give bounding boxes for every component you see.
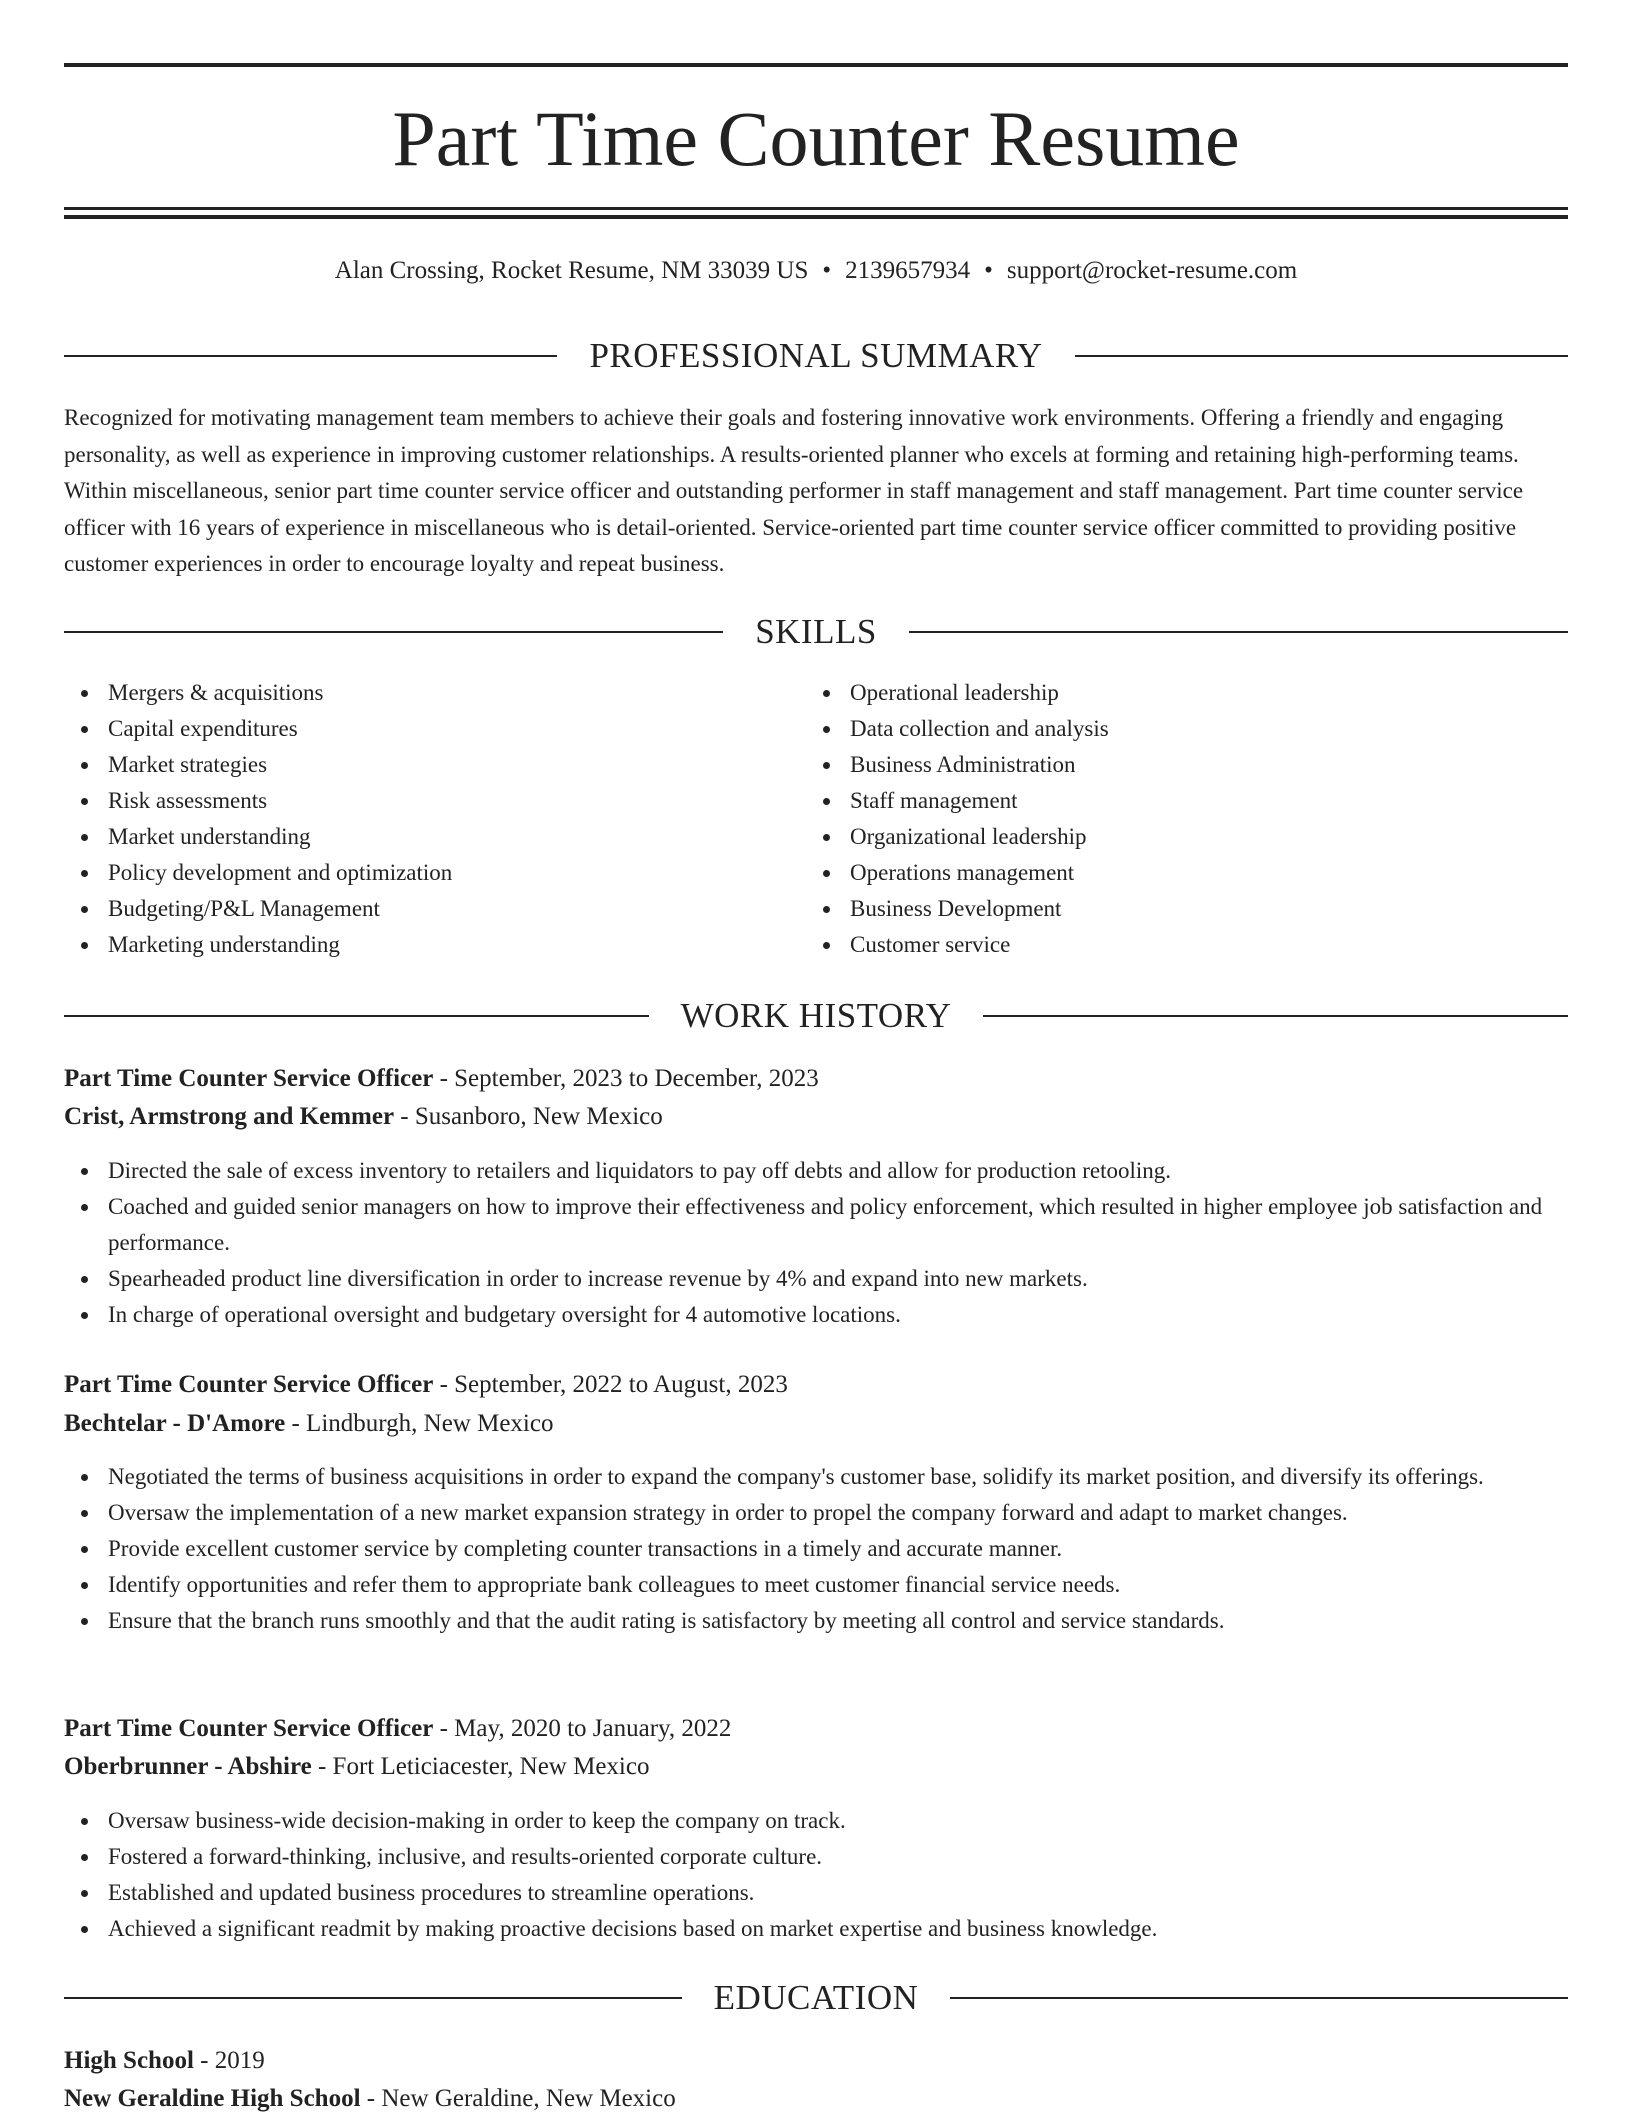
- skill-item: Budgeting/P&L Management: [64, 891, 452, 927]
- job-bullet: Ensure that the branch runs smoothly and that the audit rating is satisfactory by meeting all control and service standards.: [64, 1603, 1568, 1639]
- job-company-line: [64, 1098, 1568, 1136]
- job-company: Oberbrunner - Abshire: [64, 1753, 312, 1780]
- skill-item: Operations management: [806, 855, 1109, 891]
- skill-item: Operational leadership: [806, 675, 1109, 711]
- title-rule-upper: [64, 207, 1568, 210]
- skill-item: Business Administration: [806, 747, 1109, 783]
- education-degree: High School: [64, 2047, 194, 2074]
- job-company-line: [64, 1748, 1568, 1786]
- job-bullet: Oversaw business-wide decision-making in order to keep the company on track.: [64, 1803, 1568, 1839]
- section-heading-education: [64, 1976, 1568, 2020]
- skill-item: Risk assessments: [64, 783, 452, 819]
- job-dates: - September, 2023 to December, 2023: [433, 1065, 819, 1092]
- job-bullets: [64, 1459, 1568, 1639]
- heading-rule-right: [983, 1015, 1568, 1017]
- heading-rule-left: [64, 355, 557, 357]
- skill-item: Market strategies: [64, 747, 452, 783]
- contact-separator: •: [984, 257, 993, 284]
- section-heading-summary: [64, 334, 1568, 378]
- contact-phone: 2139657934: [845, 257, 971, 284]
- job-bullet: Oversaw the implementation of a new market expansion strategy in order to propel the company forward and adapt to market changes.: [64, 1495, 1568, 1531]
- skill-item: Capital expenditures: [64, 711, 452, 747]
- skill-item: Customer service: [806, 927, 1109, 963]
- skill-item: Policy development and optimization: [64, 855, 452, 891]
- job-dates: - September, 2022 to August, 2023: [433, 1371, 788, 1398]
- skill-item: Mergers & acquisitions: [64, 675, 452, 711]
- education-degree-line: [64, 2042, 1568, 2080]
- job-bullet: Fostered a forward-thinking, inclusive, and results-oriented corporate culture.: [64, 1839, 1568, 1875]
- job-bullets: [64, 1803, 1568, 1947]
- contact-line: [64, 254, 1568, 288]
- job-title-line: [64, 1060, 1568, 1098]
- job-dates: - May, 2020 to January, 2022: [433, 1715, 732, 1742]
- skills-list-right: [806, 675, 1109, 963]
- job-company: Crist, Armstrong and Kemmer: [64, 1103, 395, 1130]
- top-rule: [64, 63, 1568, 67]
- title-rule-lower: [64, 215, 1568, 219]
- job-bullet: Coached and guided senior managers on how to improve their effectiveness and policy enforcement, which resulted in higher employee job satisfaction and performance.: [64, 1189, 1568, 1261]
- job-location: - Susanboro, New Mexico: [394, 1103, 663, 1130]
- contact-separator: •: [822, 257, 832, 284]
- education-school-line: [64, 2080, 1568, 2118]
- heading-rule-right: [1075, 355, 1568, 357]
- job-bullet: Established and updated business procedures to streamline operations.: [64, 1875, 1568, 1911]
- section-title-skills: SKILLS: [755, 612, 877, 651]
- job-company: Bechtelar - D'Amore: [64, 1410, 286, 1437]
- job-bullet: Achieved a significant readmit by making proactive decisions based on market expertise and business knowledge.: [64, 1911, 1568, 1947]
- job-title: Part Time Counter Service Officer: [64, 1065, 434, 1092]
- job-title: Part Time Counter Service Officer: [64, 1371, 434, 1398]
- section-title-work: WORK HISTORY: [680, 996, 952, 1035]
- heading-rule-left: [64, 631, 723, 633]
- skill-item: Organizational leadership: [806, 819, 1109, 855]
- job-bullet: Identify opportunities and refer them to appropriate bank colleagues to meet customer financial service needs.: [64, 1567, 1568, 1603]
- skill-item: Market understanding: [64, 819, 452, 855]
- education-location: - New Geraldine, New Mexico: [360, 2085, 676, 2112]
- job-bullet: In charge of operational oversight and budgetary oversight for 4 automotive locations.: [64, 1297, 1568, 1333]
- job-company-line: [64, 1405, 1568, 1443]
- skill-item: Data collection and analysis: [806, 711, 1109, 747]
- section-heading-skills: [64, 610, 1568, 654]
- skills-list-left: [64, 675, 452, 963]
- skill-item: Marketing understanding: [64, 927, 452, 963]
- job-bullet: Negotiated the terms of business acquisitions in order to expand the company's customer base, solidify its market position, and diversify its offerings.: [64, 1459, 1568, 1495]
- education-school: New Geraldine High School: [64, 2085, 361, 2112]
- contact-address: Alan Crossing, Rocket Resume, NM 33039 US: [334, 257, 809, 284]
- skill-item: Business Development: [806, 891, 1109, 927]
- skill-item: Staff management: [806, 783, 1109, 819]
- job-title: Part Time Counter Service Officer: [64, 1715, 434, 1742]
- heading-rule-right: [950, 1997, 1568, 1999]
- resume-title: Part Time Counter Resume: [392, 95, 1240, 182]
- section-title-education: EDUCATION: [713, 1978, 919, 2017]
- job-title-line: [64, 1710, 1568, 1748]
- job-title-line: [64, 1366, 1568, 1404]
- job-bullet: Provide excellent customer service by completing counter transactions in a timely and accurate manner.: [64, 1531, 1568, 1567]
- education-year: - 2019: [193, 2047, 265, 2074]
- summary-text: Recognized for motivating management team members to achieve their goals and fostering innovative work environments. Offering a friendly and engaging personality, as well as experience in improving customer relationships. A results-oriented planner who excels at forming and retaining high-performing teams. Within miscellaneous, senior part time counter service officer and outstanding performer in staff management and staff management. Part time counter service officer with 16 years of experience in miscellaneous who is detail-oriented. Service-oriented part time counter service officer committed to providing positive customer experiences in order to encourage loyalty and repeat business.: [64, 405, 1524, 576]
- heading-rule-left: [64, 1015, 649, 1017]
- job-bullets: [64, 1153, 1568, 1333]
- job-location: - Fort Leticiacester, New Mexico: [311, 1753, 650, 1780]
- section-heading-work: [64, 994, 1568, 1038]
- job-location: - Lindburgh, New Mexico: [285, 1410, 554, 1437]
- job-bullet: Directed the sale of excess inventory to retailers and liquidators to pay off debts and allow for production retooling.: [64, 1153, 1568, 1189]
- contact-email: support@rocket-resume.com: [1006, 257, 1298, 284]
- section-title-summary: PROFESSIONAL SUMMARY: [589, 336, 1043, 375]
- heading-rule-right: [909, 631, 1568, 633]
- job-bullet: Spearheaded product line diversification in order to increase revenue by 4% and expand into new markets.: [64, 1261, 1568, 1297]
- heading-rule-left: [64, 1997, 682, 1999]
